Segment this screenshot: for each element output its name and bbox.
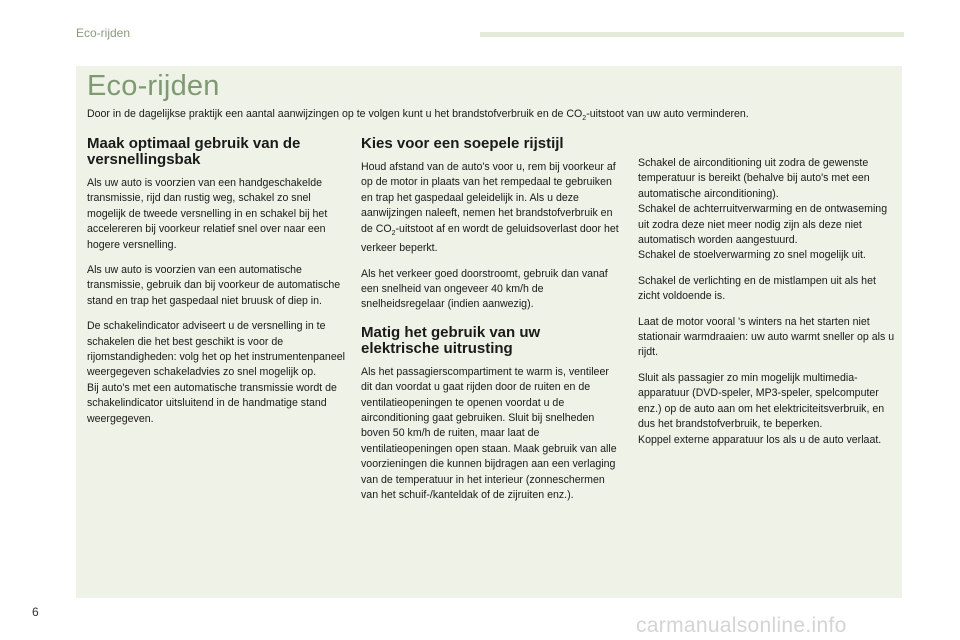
intro-text <box>87 108 897 125</box>
header-divider <box>480 32 904 37</box>
paragraph-gear-indicator: De schakelindicator adviseert u de versnelling in te schakelen die het best geschikt is voor de rijomstandigheden: volg het op het instrumentenpaneel weergegeven schakeladvies zo snel mogelijk op. <box>87 320 345 379</box>
paragraph-gear-indicator-automatic: Bij auto's met een automatische transmissie wordt de schakelindicator uitsluitend in de handmatige stand weergegeven. <box>87 381 337 425</box>
column-middle <box>361 136 621 513</box>
section-heading-gearbox: Maak optimaal gebruik van de versnellingsbak <box>87 135 301 168</box>
paragraph-air-conditioning: Schakel de airconditioning uit zodra de gewenste temperatuur is bereikt (behalve bij auto's met een automatische airconditioning). <box>638 157 870 200</box>
section-heading-electrical-equipment: Matig het gebruik van uw elektrische uitrusting <box>361 323 541 357</box>
header-section-title: Eco-rijden <box>76 26 131 40</box>
intro-text-after: -uitstoot van uw auto verminderen. <box>586 108 749 120</box>
paragraph-cruise-control: Als het verkeer goed doorstroomt, gebruik dan vanaf een snelheid van ongeveer 40 km/h de snelheidsregelaar (indien aanwezig). <box>361 267 608 311</box>
paragraph-smooth-driving <box>361 160 621 257</box>
page-title: Eco-rijden <box>87 70 220 102</box>
column-right <box>638 156 900 458</box>
column-left <box>87 136 345 437</box>
paragraph-manual-transmission: Als uw auto is voorzien van een handgeschakelde transmissie, rijd dan rustig weg, schakel zo snel mogelijk de tweede versnelling in en schakel bij het accelereren bij voorkeur relatief snel over naar een hogere versnelling. <box>87 177 328 251</box>
smooth-driving-text-after: -uitstoot af en wordt de geluidsoverlast door het verkeer beperkt. <box>361 222 619 255</box>
watermark: carmanualsonline.info <box>636 614 847 637</box>
intro-text-before: Door in de dagelijkse praktijk een aantal aanwijzingen op te volgen kunt u het brandstofverbruik en de CO <box>87 108 583 120</box>
paragraph-ventilation: Als het passagierscompartiment te warm is, ventileer dit dan voordat u gaat rijden door de ruiten en de ventilatieopeningen te openen voordat u de airconditioning gaat gebruiken. Sluit bij snelheden boven 50 km/h de ruiten, maar laat de ventilatieopeningen open staan. Maak gebruik van alle voorzieningen die kunnen bijdragen aan een verlaging van de temperatuur in het interieur (zonneschermen van het schuif-/kanteldak of de zijruiten enz.). <box>361 365 617 502</box>
intro-subscript: 2 <box>582 115 587 123</box>
page-number: 6 <box>32 605 39 619</box>
smooth-driving-subscript: 2 <box>391 229 396 237</box>
smooth-driving-text-before: Houd afstand van de auto's voor u, rem bij voorkeur af op de motor in plaats van het rempedaal te gebruiken en trap het gaspedaal geleidelijk in. Als u deze aanwijzingen naleeft, nemen het brandstofverbruik en de CO <box>361 161 616 235</box>
paragraph-rear-window-heating: Schakel de achterruitverwarming en de ontwaseming uit zodra deze niet meer nodig zijn als deze niet automatisch worden aangestuurd. <box>638 203 888 247</box>
paragraph-external-devices: Koppel externe apparatuur los als u de auto verlaat. <box>638 433 882 446</box>
paragraph-lights: Schakel de verlichting en de mistlampen uit als het zicht voldoende is. <box>638 274 876 303</box>
paragraph-multimedia: Sluit als passagier zo min mogelijk multimedia-apparatuur (DVD-speler, MP3-speler, spelcomputer enz.) op de auto aan om het elektriciteitsverbruik, en dus het brandstofverbruik, te beperken. <box>638 371 885 431</box>
paragraph-automatic-transmission: Als uw auto is voorzien van een automatische transmissie, gebruik dan bij voorkeur de automatische stand en trap het gaspedaal niet bruusk of diep in. <box>87 264 341 307</box>
paragraph-seat-heating: Schakel de stoelverwarming zo snel mogelijk uit. <box>638 249 866 262</box>
section-heading-driving-style: Kies voor een soepele rijstijl <box>361 135 564 152</box>
paragraph-engine-warmup: Laat de motor vooral 's winters na het starten niet stationair warmdraaien: uw auto warmt sneller op als u rijdt. <box>638 315 895 359</box>
